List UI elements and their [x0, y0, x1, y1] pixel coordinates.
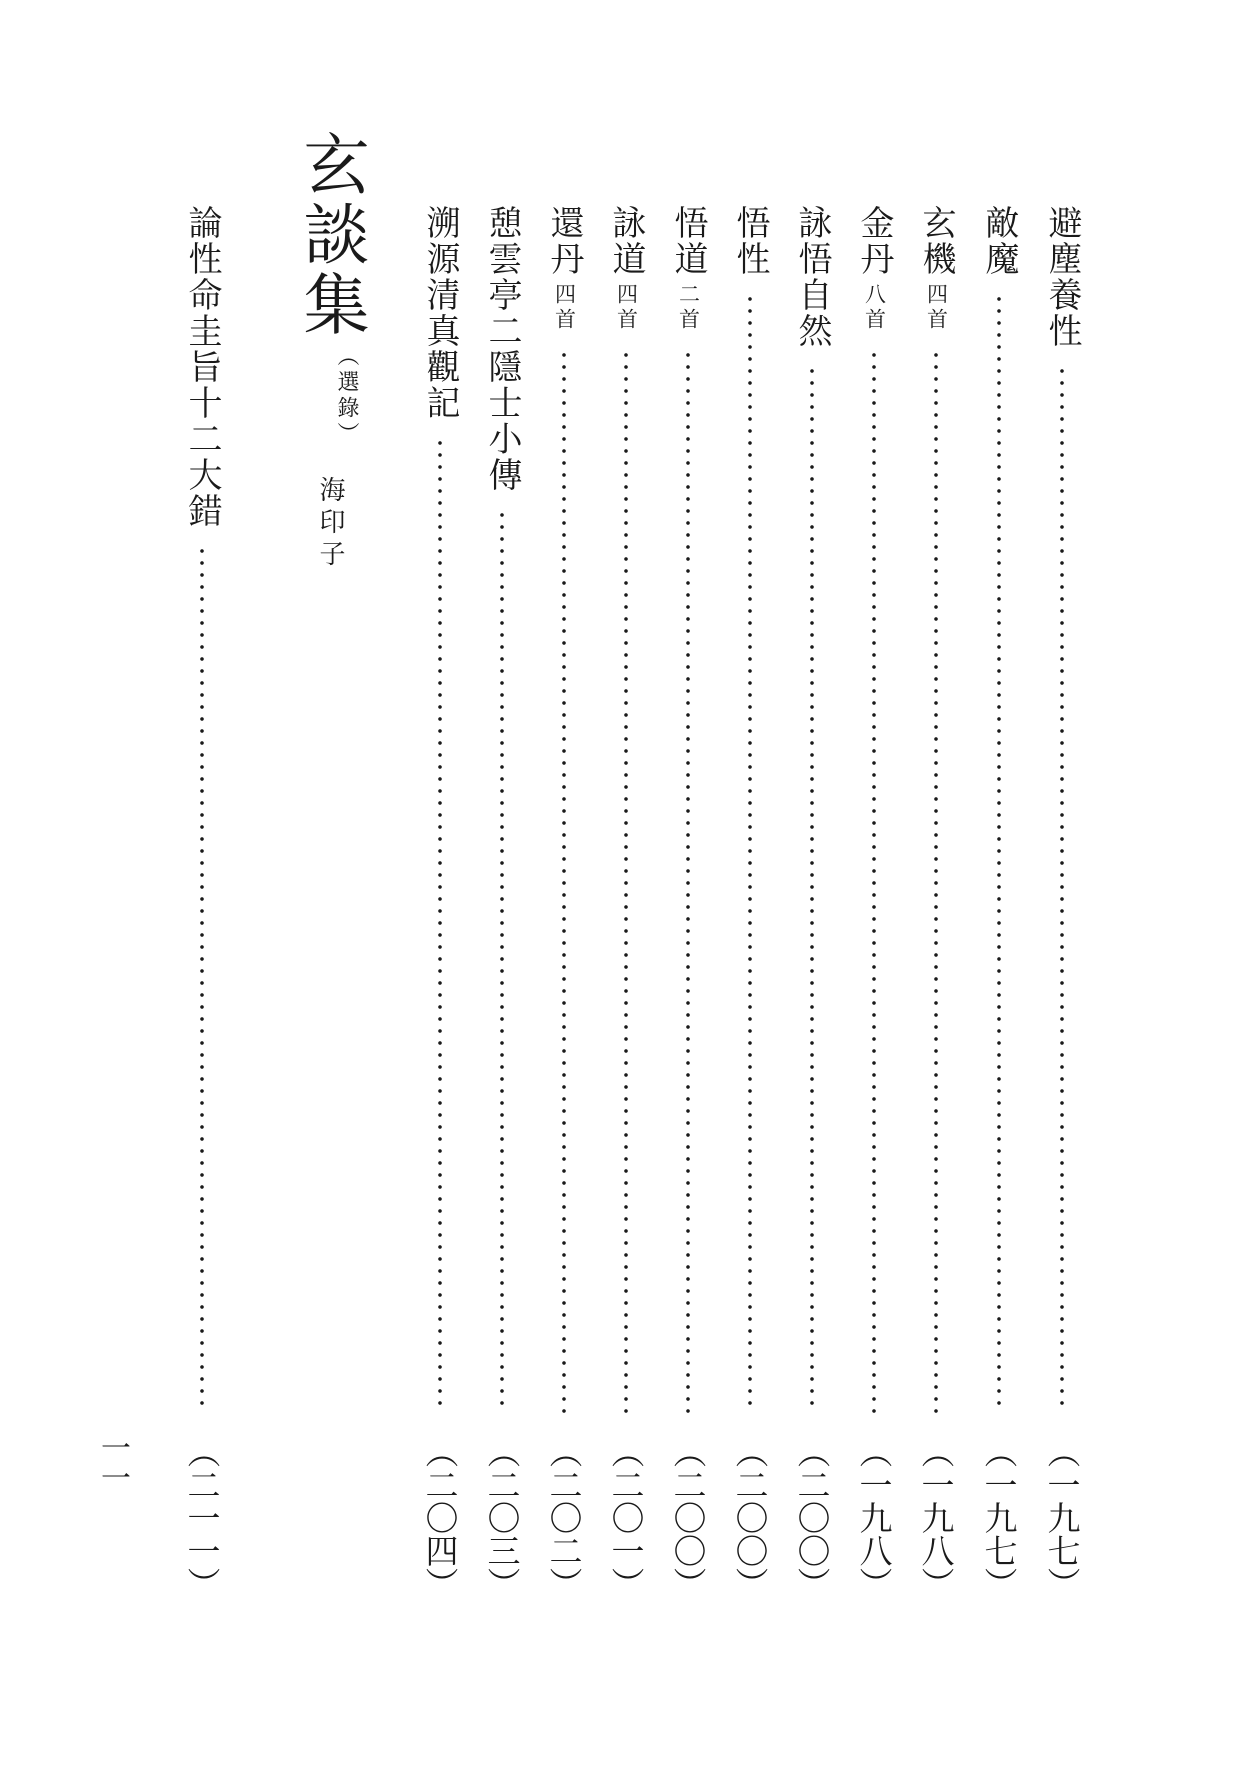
section-subtitle: （選錄）: [334, 344, 359, 448]
entry-note: 二首: [676, 283, 701, 333]
toc-entry: [977, 205, 1021, 1600]
section-author: 海印子: [315, 476, 345, 572]
dot-leader: [748, 293, 752, 1413]
dot-leader: [934, 349, 938, 1413]
section-heading: [285, 130, 375, 572]
dot-leader: [438, 437, 442, 1413]
dot-leader: [686, 349, 690, 1413]
entry-title: 敵魔: [979, 205, 1019, 277]
entry-title: 論性命圭旨十二大錯: [182, 205, 222, 529]
entry-title: 詠道: [606, 205, 646, 277]
toc-entry: [666, 205, 710, 1600]
entry-page: （ 二 〇 一 ）: [606, 1435, 646, 1600]
toc-entry: [604, 205, 648, 1600]
entry-page: （ 一 九 七 ）: [1042, 1435, 1082, 1600]
entry-title: 悟道: [668, 205, 708, 277]
toc-entry: [480, 205, 524, 1600]
toc-entry: [1040, 205, 1084, 1600]
entry-page: （ 二 一 一 ）: [182, 1435, 222, 1600]
toc-entry: [790, 205, 834, 1600]
dot-leader: [997, 293, 1001, 1413]
toc-entry: [914, 205, 958, 1600]
toc-entry: [852, 205, 896, 1600]
section-title: 玄談集: [292, 130, 369, 340]
entry-title: 悟性: [730, 205, 770, 277]
toc-entry: [542, 205, 586, 1600]
page-number: 一一: [95, 1432, 130, 1492]
entry-title: 玄機: [916, 205, 956, 277]
entry-title: 避塵養性: [1042, 205, 1082, 349]
entry-title: 金丹: [854, 205, 894, 277]
entry-page: （ 一 九 七 ）: [979, 1435, 1019, 1600]
entry-page: （ 二 〇 四 ）: [420, 1435, 460, 1600]
entry-page: （ 二 〇 三 ）: [482, 1435, 522, 1600]
entry-page: （ 一 九 八 ）: [854, 1435, 894, 1600]
dot-leader: [200, 545, 204, 1413]
entry-note: 八首: [862, 283, 887, 333]
entry-note: 四首: [924, 283, 949, 333]
entry-page: （ 二 〇 〇 ）: [668, 1435, 708, 1600]
entry-title: 溯源清真觀記: [420, 205, 460, 421]
dot-leader: [562, 349, 566, 1413]
entry-page: （ 一 九 八 ）: [916, 1435, 956, 1600]
toc-entry: [180, 205, 224, 1600]
dot-leader: [810, 365, 814, 1413]
dot-leader: [624, 349, 628, 1413]
entry-page: （ 二 〇 〇 ）: [792, 1435, 832, 1600]
dot-leader: [500, 509, 504, 1413]
entry-title: 詠悟自然: [792, 205, 832, 349]
entry-note: 四首: [552, 283, 577, 333]
entry-page: （ 二 〇 二 ）: [544, 1435, 584, 1600]
toc-entry: [418, 205, 462, 1600]
entry-note: 四首: [614, 283, 639, 333]
toc-entry: [728, 205, 772, 1600]
dot-leader: [872, 349, 876, 1413]
entry-title: 憩雲亭二隱士小傳: [482, 205, 522, 493]
entry-page: （ 二 〇 〇 ）: [730, 1435, 770, 1600]
dot-leader: [1060, 365, 1064, 1413]
entry-title: 還丹: [544, 205, 584, 277]
